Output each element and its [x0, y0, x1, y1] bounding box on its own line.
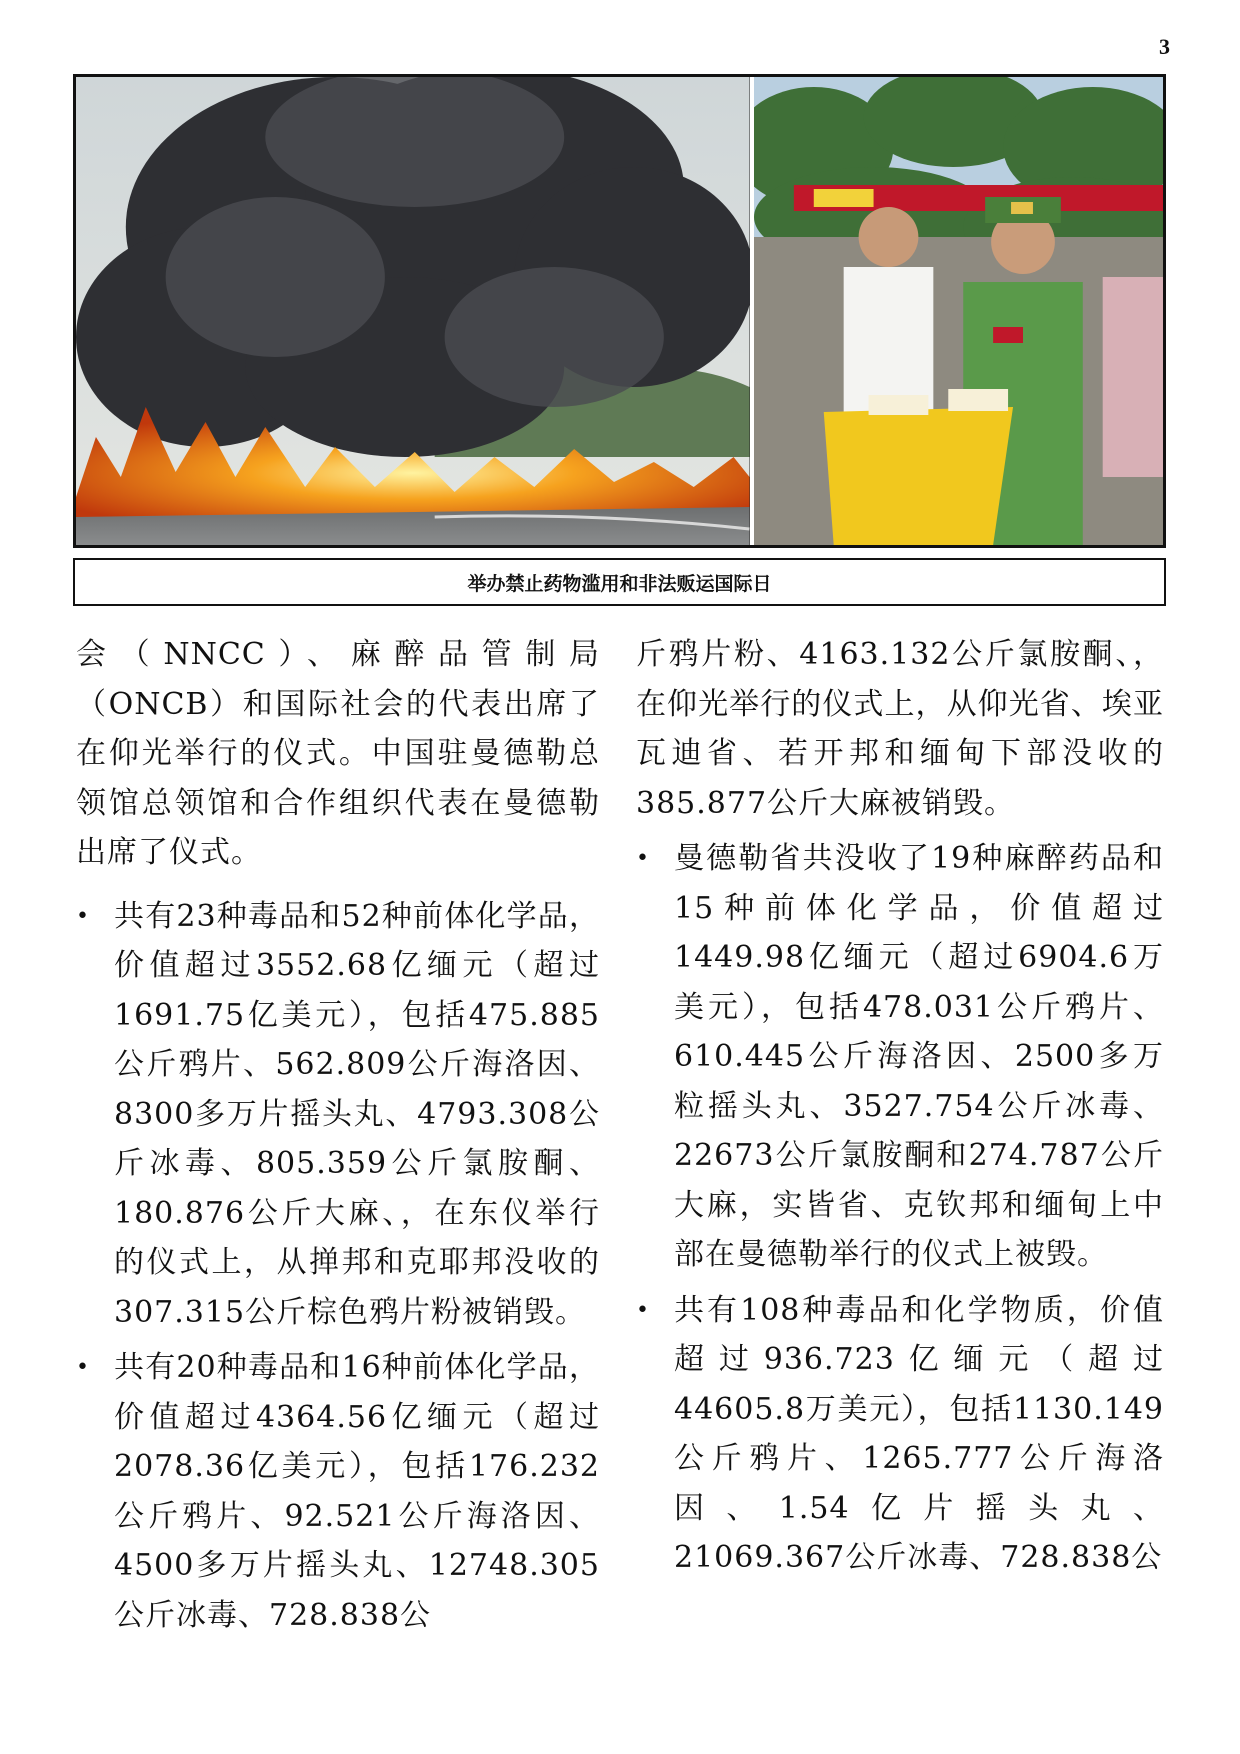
list-item-text: 共有108种毒品和化学物质，价值超过936.723亿缅元（超过44605.8万美元），包括1130.149公斤鸦片、1265.777公斤海洛因、1.54亿片摇头丸、21069.367公斤冰毒、728.838公: [674, 1292, 1164, 1575]
smoke-fire-image: [76, 77, 750, 545]
ceremony-image: [754, 77, 1163, 545]
list-item-text: 共有20种毒品和16种前体化学品，价值超过4364.56亿缅元（超过2078.36亿美元），包括176.232公斤鸦片、92.521公斤海洛因、4500多万片摇头丸、12748.305公斤冰毒、728.838公: [114, 1350, 600, 1633]
burning-drugs-photo: [76, 77, 750, 545]
left-bullet-list: [76, 892, 600, 1641]
bullet-icon: •: [636, 846, 650, 871]
list-item-text: 共有23种毒品和52种前体化学品，价值超过3552.68亿缅元（超过1691.75亿美元），包括475.885公斤鸦片、562.809公斤海洛因、8300多万片摇头丸、4793.308公斤冰毒、805.359公斤氯胺酮、180.876公斤大麻、，在东仪举行的仪式上，从掸邦和克耶邦没收的307.315公斤棕色鸦片粉被销毁。: [114, 898, 600, 1330]
right-bullet-list: [636, 834, 1164, 1583]
list-item: [76, 1343, 600, 1640]
list-item: [636, 834, 1164, 1280]
page-number: 3: [1159, 34, 1170, 59]
officials-ceremony-photo: [750, 77, 1163, 545]
left-intro-paragraph: 会（NNCC）、麻醉品管制局（ONCB）和国际社会的代表出席了在仰光举行的仪式。中国驻曼德勒总领馆总领馆和合作组织代表在曼德勒出席了仪式。: [76, 637, 600, 870]
list-item: [636, 1286, 1164, 1583]
photo-strip: [73, 74, 1166, 548]
left-column: [76, 630, 600, 1640]
bullet-icon: •: [76, 1355, 90, 1380]
list-item: [76, 892, 600, 1338]
right-intro-paragraph: 斤鸦片粉、4163.132公斤氯胺酮、，在仰光举行的仪式上，从仰光省、埃亚瓦迪省、若开邦和缅甸下部没收的385.877公斤大麻被销毁。: [636, 637, 1164, 821]
right-column: [636, 630, 1164, 1583]
bullet-icon: •: [76, 903, 90, 929]
list-item-text: 曼德勒省共没收了19种麻醉药品和15种前体化学品，价值超过1449.98亿缅元（超过6904.6万美元），包括478.031公斤鸦片、610.445公斤海洛因、2500多万粒摇头丸、3527.754公斤冰毒、22673公斤氯胺酮和274.787公斤大麻，实皆省、克钦邦和缅甸上中部在曼德勒举行的仪式上被毁。: [674, 841, 1164, 1272]
photo-caption: 举办禁止药物滥用和非法贩运国际日: [73, 558, 1166, 606]
bullet-icon: •: [636, 1297, 650, 1323]
